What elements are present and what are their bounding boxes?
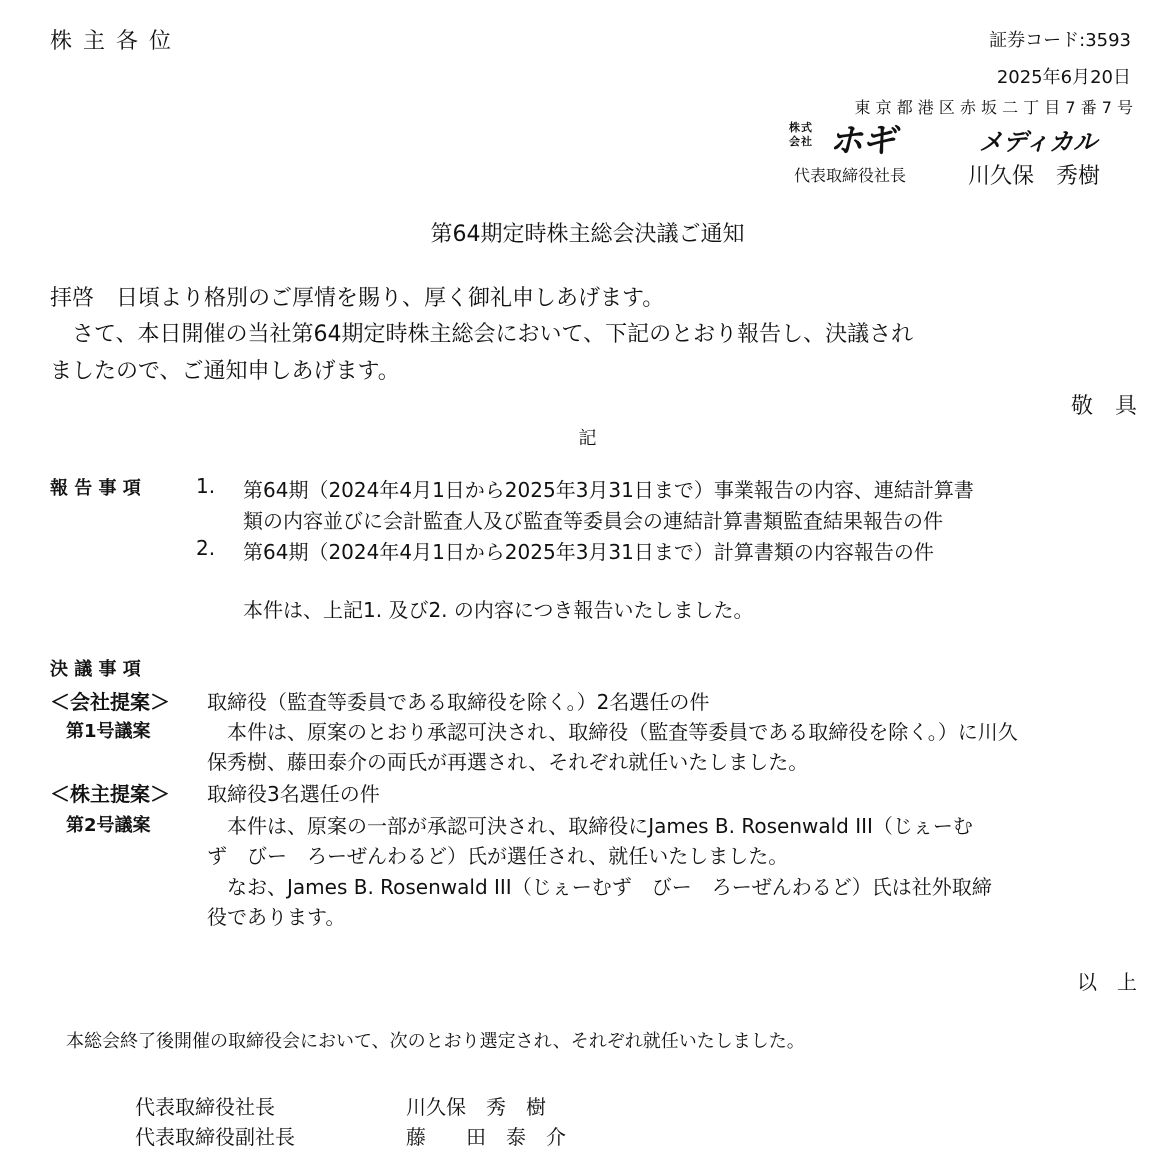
intro-line-1: 拝啓 日頃より格別のご厚情を賜り、厚く御礼申しあげます。 xyxy=(50,286,665,311)
addressee: 株 主 各 位 xyxy=(50,29,173,54)
company-logo xyxy=(789,117,1135,161)
proposal-body-line: なお、James B. Rosenwald III（じぇーむず びー ろーぜんわるど）氏は社外取締 xyxy=(207,875,992,899)
notice-date: 2025年6月20日 xyxy=(996,67,1131,88)
proposal-body-line: 本件は、原案のとおり承認可決され、取締役（監査等委員である取締役を除く。）に川久 xyxy=(207,720,1018,744)
representative-name: 川久保 秀樹 xyxy=(968,164,1101,189)
representative-title: 代表取締役社長 xyxy=(794,166,907,185)
board-intro: 本総会終了後開催の取締役会において、次のとおり選定され、それぞれ就任いたしました。 xyxy=(66,1031,805,1052)
proposal-title: 取締役3名選任の件 xyxy=(207,782,380,806)
securities-code: 証券コード:3593 xyxy=(989,30,1131,51)
intro-line-2: さて、本日開催の当社第64期定時株主総会において、下記のとおり報告し、決議され xyxy=(50,322,914,347)
proposal-category: ＜株主提案＞ xyxy=(50,782,170,806)
intro-line-3: ましたので、ご通知申しあげます。 xyxy=(50,359,400,384)
report-item-number: 1. xyxy=(196,474,216,498)
proposal-body-line: ず びー ろーぜんわるど）氏が選任され、就任いたしました。 xyxy=(207,844,789,868)
proposal-body-line: 保秀樹、藤田泰介の両氏が再選され、それぞれ就任いたしました。 xyxy=(207,750,809,774)
officer-title: 代表取締役副社長 xyxy=(135,1125,295,1149)
report-item-number: 2. xyxy=(196,536,216,560)
officer-name: 川久保 秀 樹 xyxy=(406,1095,546,1119)
ki-marker: 記 xyxy=(578,428,597,449)
report-item-line: 第64期（2024年4月1日から2025年3月31日まで）計算書類の内容報告の件 xyxy=(243,540,934,564)
logo-main-text: ホギ xyxy=(829,121,895,161)
officer-title: 代表取締役社長 xyxy=(135,1095,275,1119)
closing-ijou: 以 上 xyxy=(1077,970,1137,994)
report-item-line: 類の内容並びに会計監査人及び監査等委員会の連結計算書類監査結果報告の件 xyxy=(243,509,943,533)
closing-keigu: 敬 具 xyxy=(1070,394,1137,419)
reports-note: 本件は、上記1. 及び2. の内容につき報告いたしました。 xyxy=(243,598,754,622)
proposal-title: 取締役（監査等委員である取締役を除く。）2名選任の件 xyxy=(207,690,710,714)
logo-kaisha: 会社 xyxy=(789,135,813,148)
proposal-category: ＜会社提案＞ xyxy=(50,690,170,714)
report-item-line: 第64期（2024年4月1日から2025年3月31日まで）事業報告の内容、連結計算書 xyxy=(243,478,974,502)
officer-name: 藤 田 泰 介 xyxy=(406,1125,566,1149)
proposal-body-line: 本件は、原案の一部が承認可決され、取締役にJames B. Rosenwald III（じぇーむ xyxy=(207,814,973,838)
logo-sub-text: メディカル xyxy=(979,128,1098,156)
company-address: 東 京 都 港 区 赤 坂 二 丁 目 7 番 7 号 xyxy=(854,98,1133,117)
page-title: 第64期定時株主総会決議ご通知 xyxy=(430,222,745,247)
logo-kabushiki: 株式 xyxy=(789,121,813,134)
proposal-body-line: 役であります。 xyxy=(207,905,346,929)
proposal-number: 第2号議案 xyxy=(66,815,151,836)
resolutions-heading: 決 議 事 項 xyxy=(50,659,141,680)
reports-heading: 報 告 事 項 xyxy=(50,478,141,499)
proposal-number: 第1号議案 xyxy=(66,721,151,742)
